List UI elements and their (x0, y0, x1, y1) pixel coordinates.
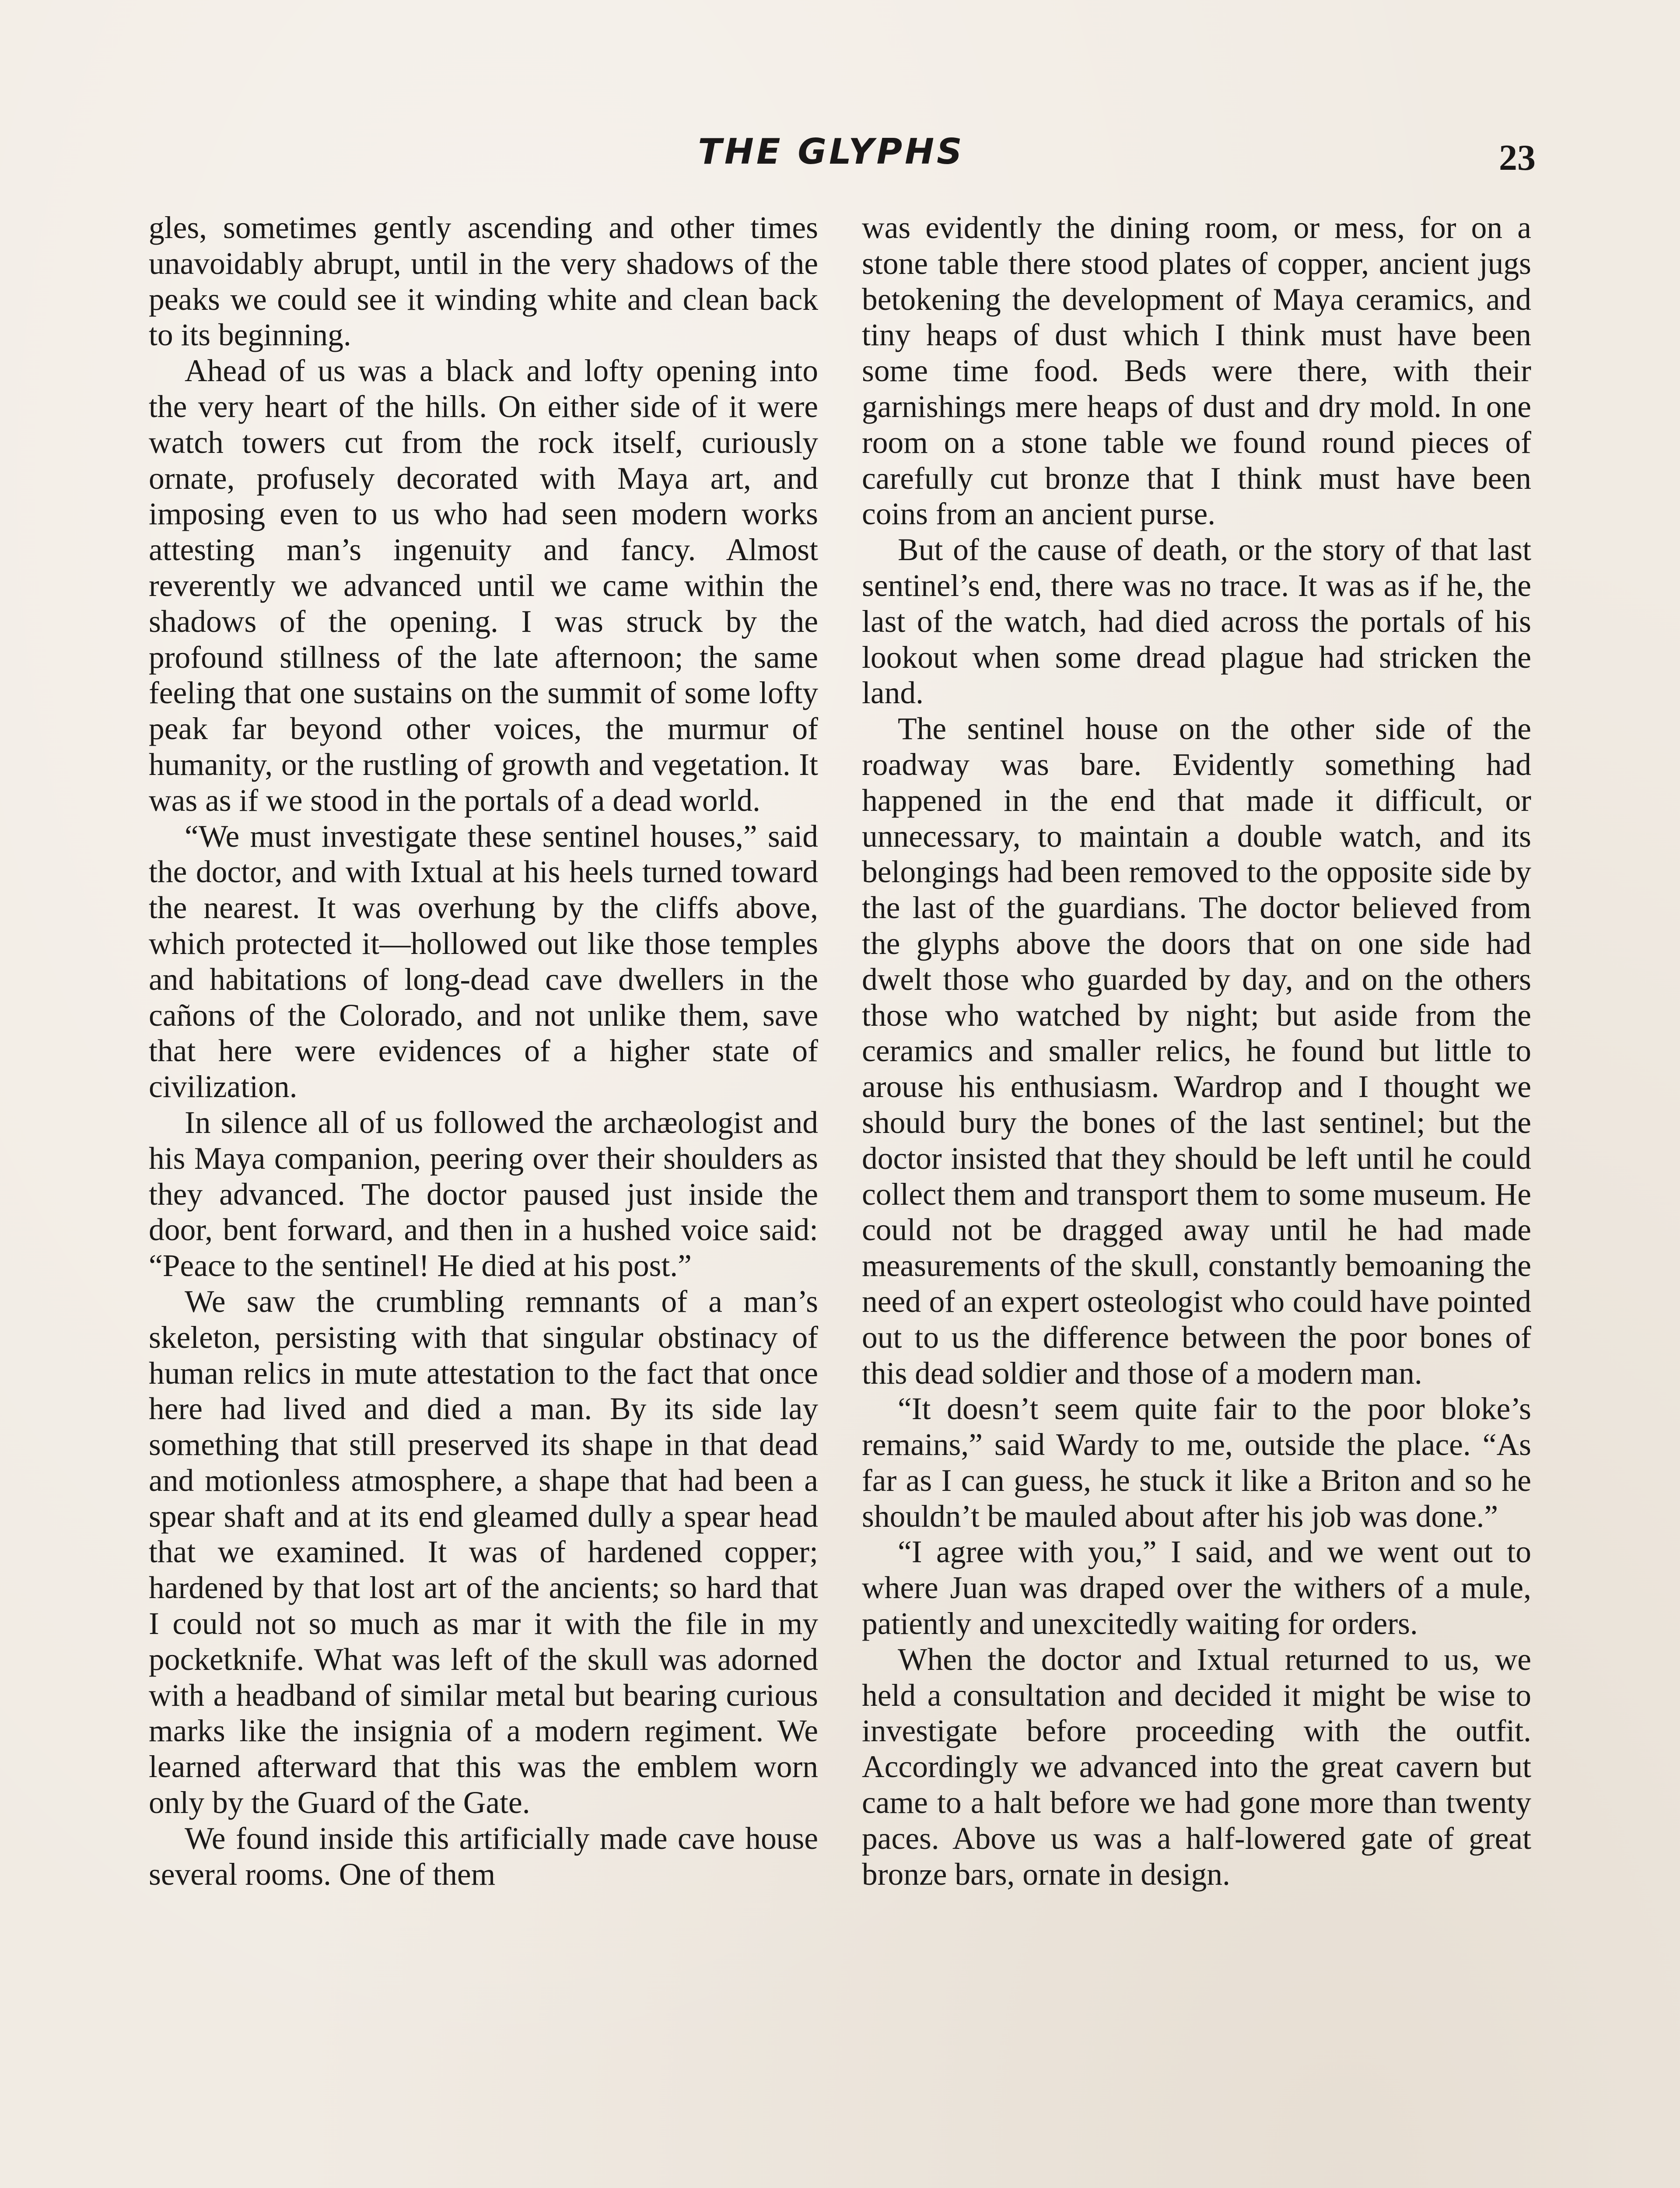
running-title: THE GLYPHS (698, 131, 965, 172)
paragraph: “I agree with you,” I said, and we went out to where Juan was draped over the withers of a mule, patiently and unexcitedly waiting for orders. (862, 1535, 1531, 1641)
paragraph: But of the cause of death, or the story of that last sentinel’s end, there was no trace. It was as if he, the last of the watch, had died across the portals of his lookout when some dread plague had stricken the land. (862, 533, 1531, 711)
paragraph: When the doctor and Ixtual returned to us, we held a consultation and decided it might be wise to investigate before proceeding with the outfit. Accordingly we advanced into the great cavern but came to a halt before we had gone more than twenty paces. Above us was a half-lowered gate of great bronze bars, ornate in design. (862, 1642, 1531, 1892)
paragraph: We found inside this artificially made cave house several rooms. One of them (149, 1821, 818, 1892)
left-column (149, 210, 818, 1892)
paragraph: “We must investigate these sentinel houses,” said the doctor, and with Ixtual at his heels turned toward the nearest. It was overhung by the cliffs above, which protected it—hollowed out like those temples and habitations of long-dead cave dwellers in the cañons of the Colorado, and not unlike them, save that here were evidences of a higher state of civilization. (149, 819, 818, 1105)
page-number: 23 (1499, 137, 1536, 178)
paragraph: gles, sometimes gently ascending and other times unavoidably abrupt, until in the very shadows of the peaks we could see it winding white and clean back to its beginning. (149, 210, 818, 353)
paragraph: We saw the crumbling remnants of a man’s skeleton, persisting with that singular obstinacy of human relics in mute attestation to the fact that once here had lived and died a man. By its side lay something that still preserved its shape in that dead and motionless atmosphere, a shape that had been a spear shaft and at its end gleamed dully a spear head that we examined. It was of hardened copper; hardened by that lost art of the ancients; so hard that I could not so much as mar it with the file in my pocketknife. What was left of the skull was adorned with a headband of similar metal but bearing curious marks like the insignia of a modern regiment. We learned afterward that this was the emblem worn only by the Guard of the Gate. (149, 1284, 818, 1820)
paragraph: “It doesn’t seem quite fair to the poor bloke’s remains,” said Wardy to me, outside the place. “As far as I can guess, he stuck it like a Briton and so he shouldn’t be mauled about after his job was done.” (862, 1392, 1531, 1534)
paragraph: The sentinel house on the other side of the roadway was bare. Evidently something had happened in the end that made it difficult, or unnecessary, to maintain a double watch, and its belongings had been removed to the opposite side by the last of the guardians. The doctor believed from the glyphs above the doors that on one side had dwelt those who guarded by day, and on the others those who watched by night; but aside from the ceramics and smaller relics, he found but little to arouse his enthusiasm. Wardrop and I thought we should bury the bones of the last sentinel; but the doctor insisted that they should be left until he could collect them and transport them to some museum. He could not be dragged away until he had made measurements of the skull, constantly bemoaning the need of an expert osteologist who could have pointed out to us the difference between the poor bones of this dead soldier and those of a modern man. (862, 712, 1531, 1391)
paragraph: Ahead of us was a black and lofty opening into the very heart of the hills. On either side of it were watch towers cut from the rock itself, curiously ornate, profusely decorated with Maya art, and imposing even to us who had seen modern works attesting man’s ingenuity and fancy. Almost reverently we advanced until we came within the shadows of the opening. I was struck by the profound stillness of the late afternoon; the same feeling that one sustains on the summit of some lofty peak far beyond other voices, the murmur of humanity, or the rustling of growth and vegetation. It was as if we stood in the portals of a dead world. (149, 354, 818, 818)
paragraph: In silence all of us followed the archæologist and his Maya companion, peering over their shoulders as they advanced. The doctor paused just inside the door, bent forward, and then in a hushed voice said: “Peace to the sentinel! He died at his post.” (149, 1105, 818, 1283)
right-column (862, 210, 1531, 1892)
paragraph: was evidently the dining room, or mess, for on a stone table there stood plates of copper, ancient jugs betokening the development of Maya ceramics, and tiny heaps of dust which I think must have been some time food. Beds were there, with their garnishings mere heaps of dust and dry mold. In one room on a stone table we found round pieces of carefully cut bronze that I think must have been coins from an ancient purse. (862, 210, 1531, 532)
